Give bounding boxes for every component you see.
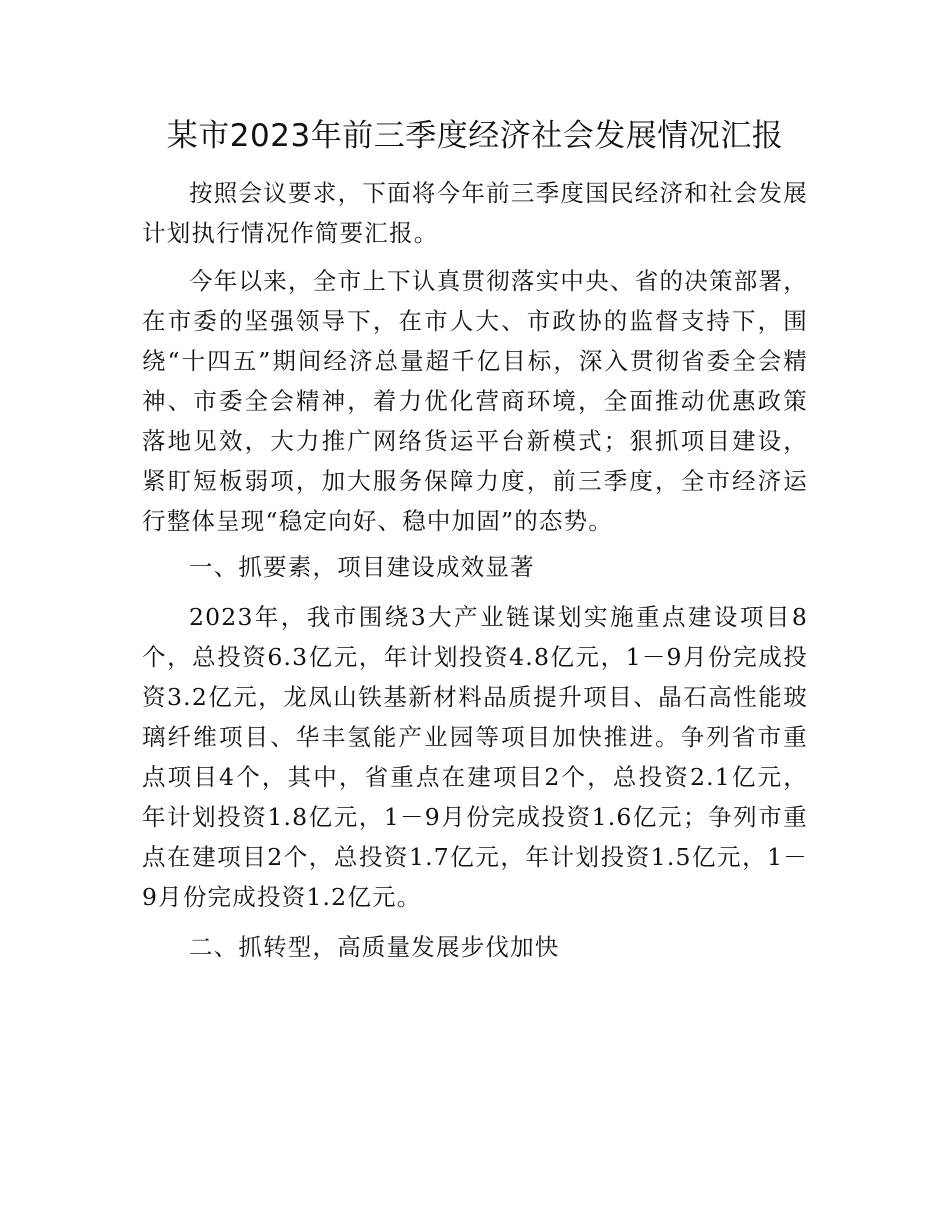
overview-paragraph: 今年以来，全市上下认真贯彻落实中央、省的决策部署，在市委的坚强领导下，在市人大、市政协的监督支持下，围绕“十四五”期间经济总量超千亿目标，深入贯彻省委全会精神、市委全会精神，着力优化营商环境，全面推动优惠政策落地见效，大力推广网络货运平台新模式；狠抓项目建设，紧盯短板弱项，加大服务保障力度，前三季度，全市经济运行整体呈现“稳定向好、稳中加固”的态势。	[142, 267, 808, 535]
intro-paragraph: 按照会议要求，下面将今年前三季度国民经济和社会发展计划执行情况作简要汇报。	[142, 179, 808, 247]
section-1-paragraph: 2023年，我市围绕3大产业链谋划实施重点建设项目8个，总投资6.3亿元，年计划投资4.8亿元，1－9月份完成投资3.2亿元，龙凤山铁基新材料品质提升项目、晶石高性能玻璃纤维项目、华丰氢能产业园等项目加快推进。争列省市重点项目4个，其中，省重点在建项目2个，总投资2.1亿元，年计划投资1.8亿元，1－9月份完成投资1.6亿元；争列市重点在建项目2个，总投资1.7亿元，年计划投资1.5亿元，1－9月份完成投资1.2亿元。	[142, 603, 808, 911]
document-title: 某市2023年前三季度经济社会发展情况汇报	[166, 118, 784, 154]
document-body	[142, 173, 808, 973]
section-heading-1: 一、抓要素，项目建设成效显著	[189, 553, 535, 581]
section-heading-2: 二、抓转型，高质量发展步伐加快	[189, 933, 560, 961]
